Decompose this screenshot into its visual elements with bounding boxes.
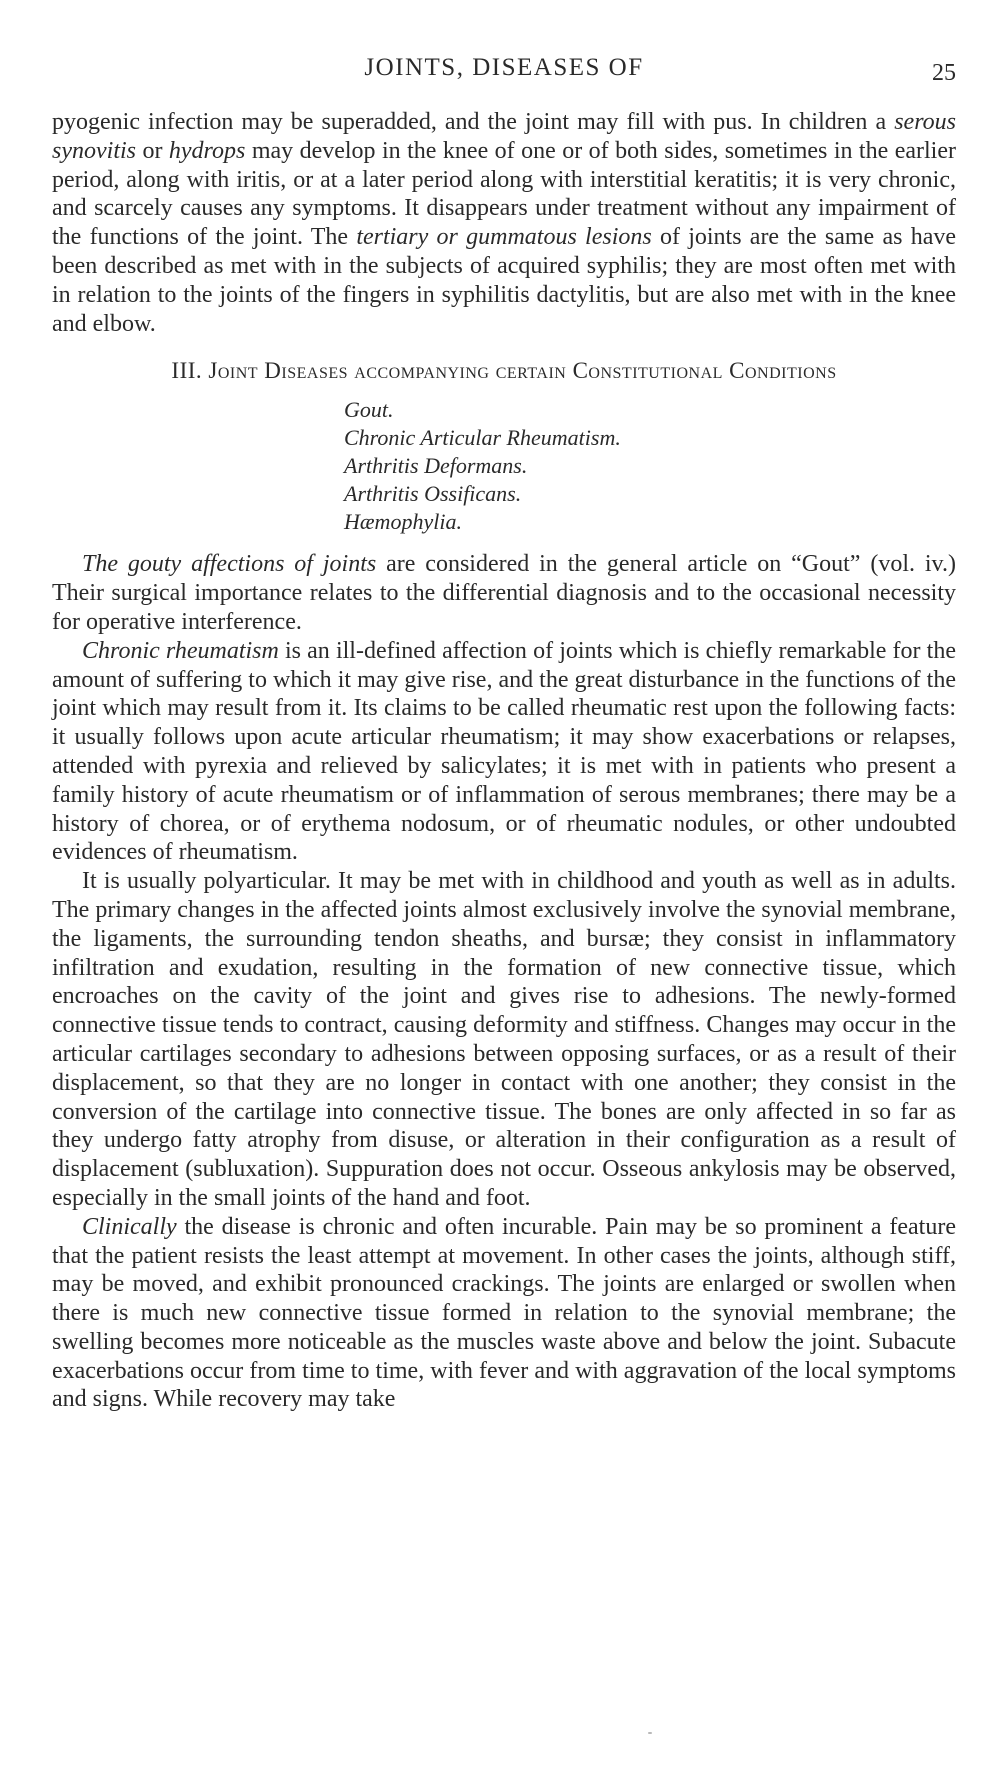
topic-item: Chronic Articular Rheumatism. <box>344 425 621 451</box>
topic-list <box>344 396 956 536</box>
paragraph-clinically <box>52 1213 956 1415</box>
text-run: are considered in the general article on “Gout” (vol. iv.) Their surgical importance relates to the differential diagnosis and to the occasional necessity for operative interference. <box>52 551 956 635</box>
section-heading: III. Joint Diseases accompanying certain Constitutional Conditions <box>171 358 837 384</box>
italic-term-tertiary-lesions: tertiary or gummatous lesions <box>356 224 652 251</box>
topic-item: Arthritis Ossificans. <box>344 481 522 507</box>
italic-term-clinically: Clinically <box>82 1213 177 1240</box>
italic-term-chronic-rheumatism: Chronic rheumatism <box>82 637 279 664</box>
paragraph-pathology: It is usually polyarticular. It may be met with in childhood and youth as well as in adults. The primary changes in the affected joints almost exclusively involve the synovial membrane, the ligaments, the surrounding tendon sheaths, and bursæ; they consist in inflammatory infiltration and exudation, resulting in the formation of new connective tissue, which encroaches on the cavity of the joint and gives rise to adhesions. The newly-formed connective tissue tends to contract, causing deformity and stiffness. Changes may occur in the articular cartilages secondary to adhesions between opposing surfaces, or as a result of their displacement, so that they are no longer in contact with one another; they consist in the conversion of the cartilage into connective tissue. The bones are only affected in so far as they undergo fatty atrophy from disuse, or alteration in their configuration as a result of displacement (subluxation). Suppuration does not occur. Osseous ankylosis may be observed, especially in the small joints of the hand and foot. <box>52 868 956 1211</box>
text-run: or <box>136 137 169 164</box>
italic-term-serous-synovitis: serous synovitis <box>52 109 956 164</box>
italic-term-gouty-affections: The gouty affections of joints <box>82 551 377 578</box>
italic-term-hydrops: hydrops <box>168 137 246 164</box>
text-run: is an ill-defined affection of joints which is chiefly remarkable for the amount of suffering to which it may give rise, and the great disturbance in the functions of the joint which may result from it. Its claims to be called rheumatic rest upon the following facts: it usually follows upon acute articular rheumatism; it may show exacerbations or relapses, attended with pyrexia and relieved by salicylates; it is met with in patients who present a family history of acute rheumatism or of inflammation of serous membranes; there may be a history of chorea, or of erythema nodosum, or of rheumatic nodules, or other undoubted evidences of rheumatism. <box>52 637 957 866</box>
text-run: may develop in the knee of one or of both sides, sometimes in the earlier period, along with iritis, or at a later period along with interstitial keratitis; it is very chronic, and scarcely causes any symptoms. It disappears under treatment without any impairment of the functions of the joint. The <box>52 137 956 251</box>
paragraph-chronic-rheumatism <box>52 637 956 867</box>
paragraph-gout <box>52 550 956 636</box>
page-number: 25 <box>932 60 956 86</box>
running-title: JOINTS, DISEASES OF <box>364 54 644 81</box>
text-run: of joints are the same as have been described as met with in the subjects of acquired syphilis; they are most often met with in relation to the joints of the fingers in syphilitis dactylitis, but are also met with in the knee and elbow. <box>52 224 956 337</box>
running-head <box>52 52 956 92</box>
topic-item: Hæmophylia. <box>344 509 462 535</box>
ink-speck <box>648 1732 652 1734</box>
topic-item: Gout. <box>344 397 394 423</box>
text-run: pyogenic infection may be superadded, and the joint may fill with pus. In children a <box>52 109 895 135</box>
page-body <box>52 108 956 1414</box>
paragraph-syphilis-continued <box>52 108 956 338</box>
text-run: the disease is chronic and often incurable. Pain may be so prominent a feature that the patient resists the least attempt at movement. In other cases the joints, although stiff, may be moved, and exhibit pronounced crackings. The joints are enlarged or swollen when there is much new connective tissue formed in relation to the synovial membrane; the swelling becomes more noticeable as the muscles waste above and below the joint. Subacute exacerbations occur from time to time, with fever and with aggravation of the local symptoms and signs. While recovery may take <box>52 1213 956 1413</box>
topic-item: Arthritis Deformans. <box>344 453 528 479</box>
